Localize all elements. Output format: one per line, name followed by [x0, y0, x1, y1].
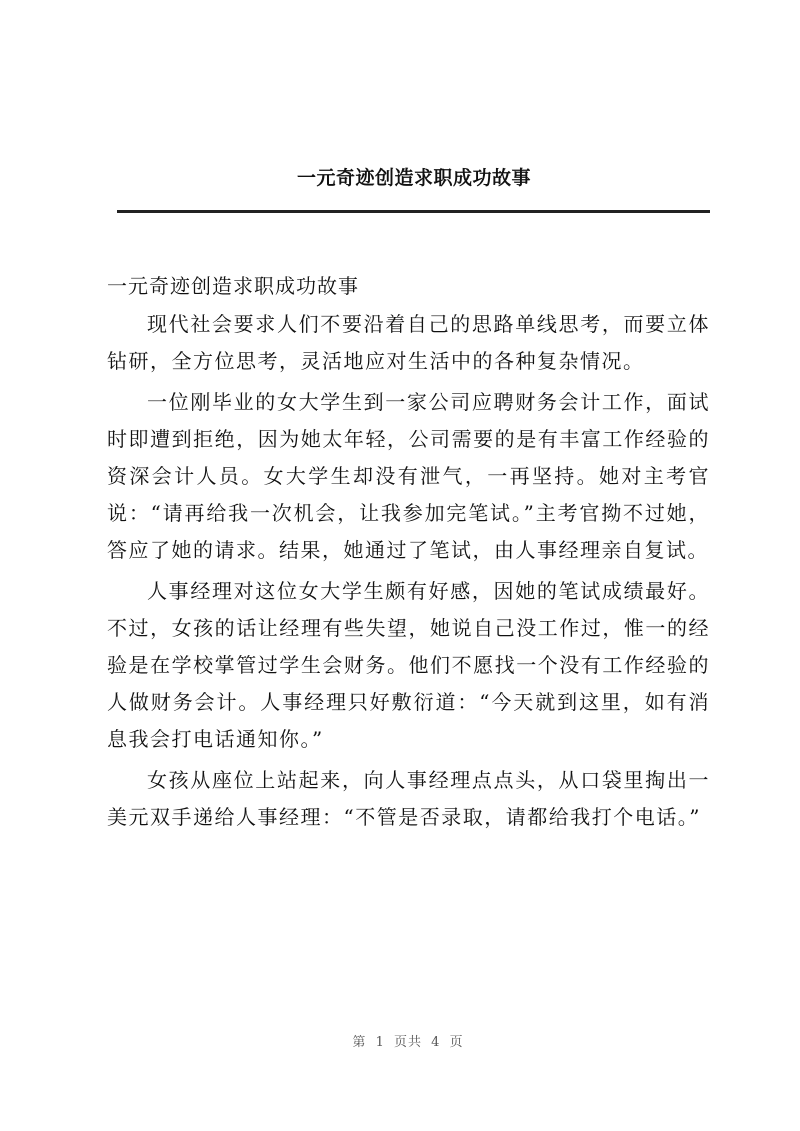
- footer-total-pages: 4: [431, 1035, 441, 1050]
- paragraph: 现代社会要求人们不要沿着自己的思路单线思考，而要立体钻研，全方位思考，灵活地应对生活中的各种复杂情况。: [107, 312, 710, 373]
- paragraph: 一位刚毕业的女大学生到一家公司应聘财务会计工作，面试时即遭到拒绝，因为她太年轻，公司需要的是有丰富工作经验的资深会计人员。女大学生却没有泄气，一再坚持。她对主考官说：“请再给我一次机会，让我参加完笔试。”主考官拗不过她，答应了她的请求。结果，她通过了笔试，由人事经理亲自复试。: [107, 390, 710, 562]
- document-body: [107, 270, 710, 840]
- page-footer: [0, 1031, 800, 1050]
- document-title: 一元奇迹创造求职成功故事: [296, 167, 531, 189]
- title-divider: [117, 210, 710, 213]
- paragraph: 女孩从座位上站起来，向人事经理点点头，从口袋里掏出一美元双手递给人事经理：“不管是否录取，请都给我打个电话。”: [107, 768, 710, 829]
- footer-suffix: 页: [449, 1035, 464, 1050]
- footer-prefix: 第: [352, 1035, 367, 1050]
- footer-page-number: 1: [375, 1035, 385, 1050]
- document-subheading: 一元奇迹创造求职成功故事: [107, 274, 359, 298]
- paragraph: 人事经理对这位女大学生颇有好感，因她的笔试成绩最好。不过，女孩的话让经理有些失望，她说自己没工作过，惟一的经验是在学校掌管过学生会财务。他们不愿找一个没有工作经验的人做财务会计。人事经理只好敷衍道：“今天就到这里，如有消息我会打电话通知你。”: [107, 579, 710, 751]
- footer-middle: 页共: [393, 1035, 422, 1050]
